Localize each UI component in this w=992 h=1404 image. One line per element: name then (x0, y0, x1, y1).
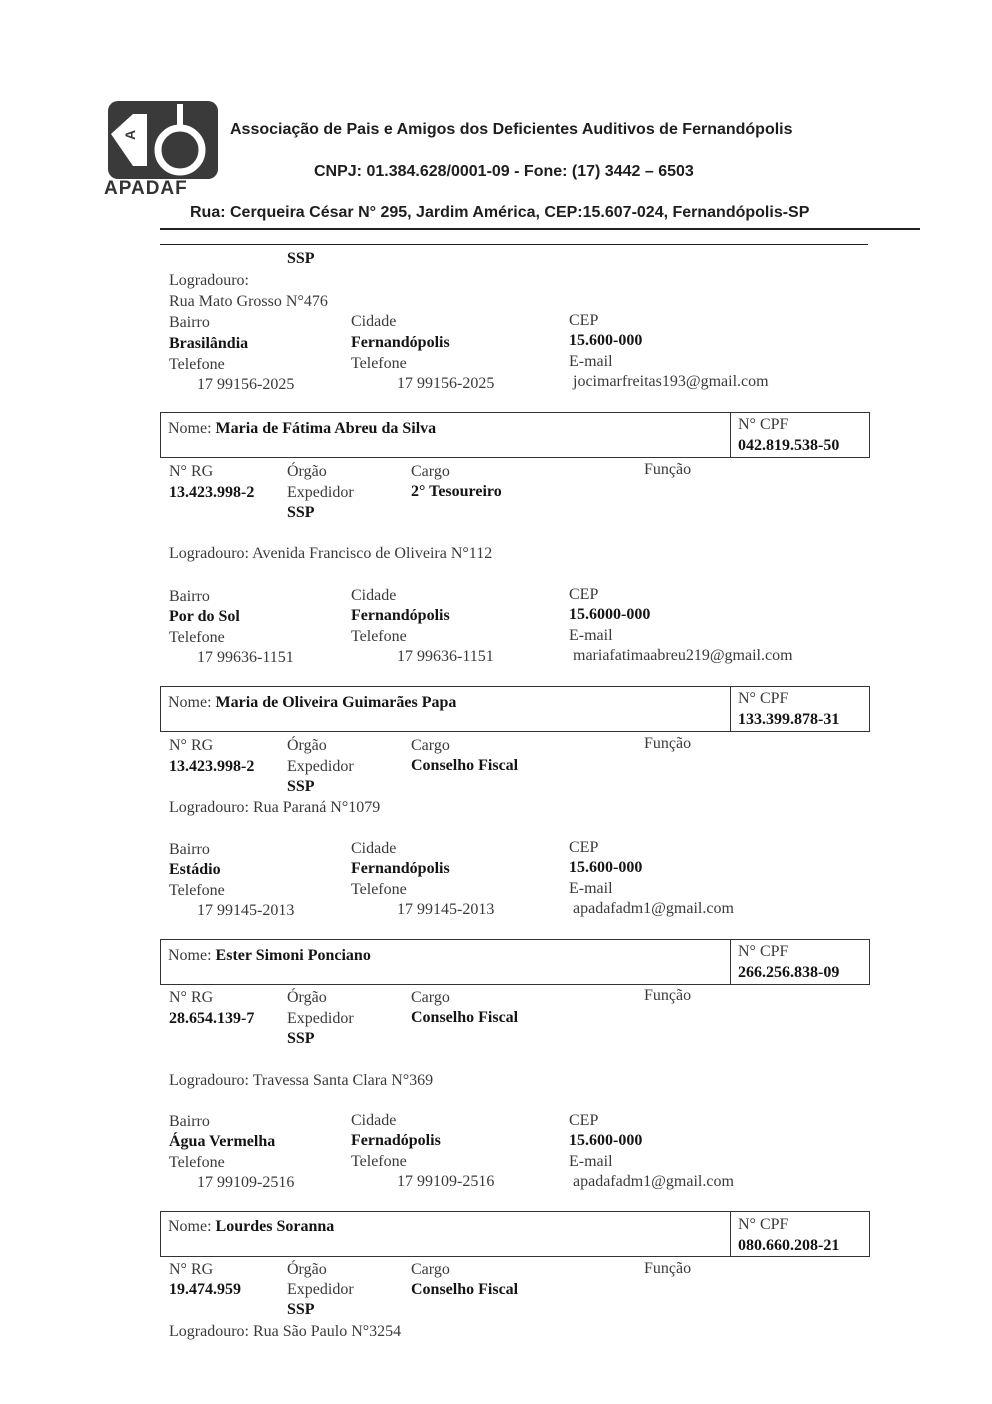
member-1-email-value: mariafatimaabreu219@gmail.com (573, 647, 793, 664)
member-2-telefone-value-1: 17 99145-2013 (197, 902, 295, 919)
member-3-cargo-label: Cargo (411, 989, 450, 1006)
member-4-name: Lourdes Soranna (215, 1218, 335, 1235)
partial-telefone-label-2: Telefone (351, 355, 407, 372)
member-4-cargo-label: Cargo (411, 1261, 450, 1278)
address-line: Rua: Cerqueira César N° 295, Jardim América, CEP:15.607-024, Fernandópolis-SP (190, 204, 810, 221)
cnpj-phone-line: CNPJ: 01.384.628/0001-09 - Fone: (17) 3442 – 6503 (314, 163, 694, 180)
member-2-bairro-label: Bairro (169, 841, 210, 858)
member-3-email-label: E-mail (569, 1153, 613, 1170)
partial-email-label: E-mail (569, 353, 613, 370)
member-4-orgao-value: SSP (287, 1301, 315, 1318)
member-3-bairro-label: Bairro (169, 1113, 210, 1130)
member-1-rg-value: 13.423.998-2 (169, 484, 255, 501)
member-2-rg-label: N° RG (169, 737, 214, 754)
table-top-line (160, 244, 868, 245)
member-3-orgao-value: SSP (287, 1030, 315, 1047)
member-1-cidade-label: Cidade (351, 587, 397, 604)
member-1-orgao-value: SSP (287, 504, 315, 521)
partial-telefone-label-1: Telefone (169, 356, 225, 373)
member-2-cpf-label: N° CPF (738, 690, 789, 707)
partial-orgao-value: SSP (287, 250, 315, 267)
member-4-cpf-label: N° CPF (738, 1216, 789, 1233)
member-4-orgao-label: Órgão (287, 1261, 327, 1278)
member-2-expedidor-label: Expedidor (287, 758, 354, 775)
header-rule (160, 228, 920, 230)
partial-bairro-value: Brasilândia (169, 335, 249, 352)
member-3-cep-label: CEP (569, 1112, 599, 1129)
member-1-orgao-label: Órgão (287, 463, 327, 480)
member-1-rg-label: N° RG (169, 463, 214, 480)
member-3-name: Ester Simoni Ponciano (215, 947, 371, 964)
member-1-funcao-label: Função (644, 461, 692, 478)
member-3-telefone-value-1: 17 99109-2516 (197, 1174, 295, 1191)
member-2-rg-value: 13.423.998-2 (169, 758, 255, 775)
partial-bairro-label: Bairro (169, 314, 210, 331)
member-1-expedidor-label: Expedidor (287, 484, 354, 501)
member-3-cidade-label: Cidade (351, 1112, 397, 1129)
member-3-funcao-label: Função (644, 987, 692, 1004)
partial-logradouro-value: Rua Mato Grosso N°476 (169, 293, 328, 310)
member-1-telefone-value-2: 17 99636-1151 (397, 648, 494, 665)
member-2-bairro-value: Estádio (169, 861, 221, 878)
logo-wordmark: APADAF (104, 178, 188, 199)
member-2-funcao-label: Função (644, 735, 692, 752)
partial-cidade-value: Fernandópolis (351, 334, 450, 351)
apadaf-logo (107, 100, 219, 180)
member-2-logradouro-row: Logradouro: Rua Paraná N°1079 (169, 799, 381, 816)
member-4-expedidor-label: Expedidor (287, 1281, 354, 1298)
member-1-name-row: Nome: Maria de Fátima Abreu da Silva (168, 420, 437, 437)
member-1-cidade-value: Fernandópolis (351, 607, 450, 624)
member-4-rg-value: 19.474.959 (169, 1281, 241, 1298)
member-1-email-label: E-mail (569, 627, 613, 644)
member-2-cargo-label: Cargo (411, 737, 450, 754)
member-3-cpf-label: N° CPF (738, 943, 789, 960)
member-1-logradouro-value: Avenida Francisco de Oliveira N°112 (252, 545, 493, 562)
partial-telefone-value-1: 17 99156-2025 (197, 376, 295, 393)
member-2-telefone-value-2: 17 99145-2013 (397, 901, 495, 918)
member-3-telefone-value-2: 17 99109-2516 (397, 1173, 495, 1190)
member-4-logradouro-value: Rua São Paulo N°3254 (252, 1323, 402, 1340)
member-3-email-value: apadafadm1@gmail.com (573, 1173, 734, 1190)
partial-cidade-label: Cidade (351, 313, 397, 330)
member-2-cidade-label: Cidade (351, 840, 397, 857)
member-3-rg-label: N° RG (169, 989, 214, 1006)
member-1-cep-label: CEP (569, 586, 599, 603)
member-2-cep-label: CEP (569, 839, 599, 856)
member-2-name: Maria de Oliveira Guimarães Papa (215, 694, 457, 711)
organization-name: Associação de Pais e Amigos dos Deficientes Auditivos de Fernandópolis (230, 121, 793, 138)
member-2-telefone-label-1: Telefone (169, 882, 225, 899)
member-1-cpf-label: N° CPF (738, 416, 789, 433)
member-1-telefone-value-1: 17 99636-1151 (197, 649, 294, 666)
member-3-cep-value: 15.600-000 (569, 1132, 643, 1149)
member-1-cep-value: 15.6000-000 (569, 606, 651, 623)
member-3-rg-value: 28.654.139-7 (169, 1010, 255, 1027)
member-3-telefone-label-2: Telefone (351, 1153, 407, 1170)
member-2-logradouro-value: Rua Paraná N°1079 (252, 799, 381, 816)
member-1-name: Maria de Fátima Abreu da Silva (215, 420, 437, 437)
member-2-orgao-value: SSP (287, 778, 315, 795)
member-3-orgao-label: Órgão (287, 989, 327, 1006)
member-4-funcao-label: Função (644, 1260, 692, 1277)
member-2-cidade-value: Fernandópolis (351, 860, 450, 877)
member-4-logradouro-row: Logradouro: Rua São Paulo N°3254 (169, 1323, 402, 1340)
member-3-logradouro-row: Logradouro: Travessa Santa Clara N°369 (169, 1072, 434, 1089)
member-1-cargo-value: 2° Tesoureiro (411, 483, 502, 500)
member-2-name-row: Nome: Maria de Oliveira Guimarães Papa (168, 694, 457, 711)
member-3-name-row: Nome: Ester Simoni Ponciano (168, 947, 371, 964)
partial-cep-value: 15.600-000 (569, 332, 643, 349)
member-3-telefone-label-1: Telefone (169, 1154, 225, 1171)
member-1-bairro-value: Por do Sol (169, 608, 240, 625)
member-3-cargo-value: Conselho Fiscal (411, 1009, 519, 1026)
member-3-bairro-value: Água Vermelha (169, 1133, 276, 1150)
member-4-cargo-value: Conselho Fiscal (411, 1281, 519, 1298)
member-1-telefone-label-2: Telefone (351, 628, 407, 645)
partial-email-value: jocimarfreitas193@gmail.com (573, 373, 769, 390)
member-1-telefone-label-1: Telefone (169, 629, 225, 646)
member-1-cpf-value: 042.819.538-50 (738, 437, 840, 454)
member-4-name-row: Nome: Lourdes Soranna (168, 1218, 335, 1235)
member-2-cpf-value: 133.399.878-31 (738, 711, 840, 728)
member-2-telefone-label-2: Telefone (351, 881, 407, 898)
member-1-cargo-label: Cargo (411, 463, 450, 480)
member-3-logradouro-value: Travessa Santa Clara N°369 (252, 1072, 434, 1089)
member-2-cep-value: 15.600-000 (569, 859, 643, 876)
member-2-cargo-value: Conselho Fiscal (411, 757, 519, 774)
partial-telefone-value-2: 17 99156-2025 (397, 375, 495, 392)
svg-text:A: A (122, 129, 138, 140)
member-1-bairro-label: Bairro (169, 588, 210, 605)
member-3-cidade-value: Fernadópolis (351, 1132, 441, 1149)
member-4-rg-label: N° RG (169, 1261, 214, 1278)
partial-cep-label: CEP (569, 312, 599, 329)
member-2-email-value: apadafadm1@gmail.com (573, 900, 734, 917)
member-3-expedidor-label: Expedidor (287, 1010, 354, 1027)
member-2-orgao-label: Órgão (287, 737, 327, 754)
member-2-email-label: E-mail (569, 880, 613, 897)
member-1-logradouro-row: Logradouro: Avenida Francisco de Oliveira N°112 (169, 545, 493, 562)
member-3-cpf-value: 266.256.838-09 (738, 964, 840, 981)
partial-logradouro-label: Logradouro: (169, 272, 249, 289)
member-4-cpf-value: 080.660.208-21 (738, 1237, 840, 1254)
